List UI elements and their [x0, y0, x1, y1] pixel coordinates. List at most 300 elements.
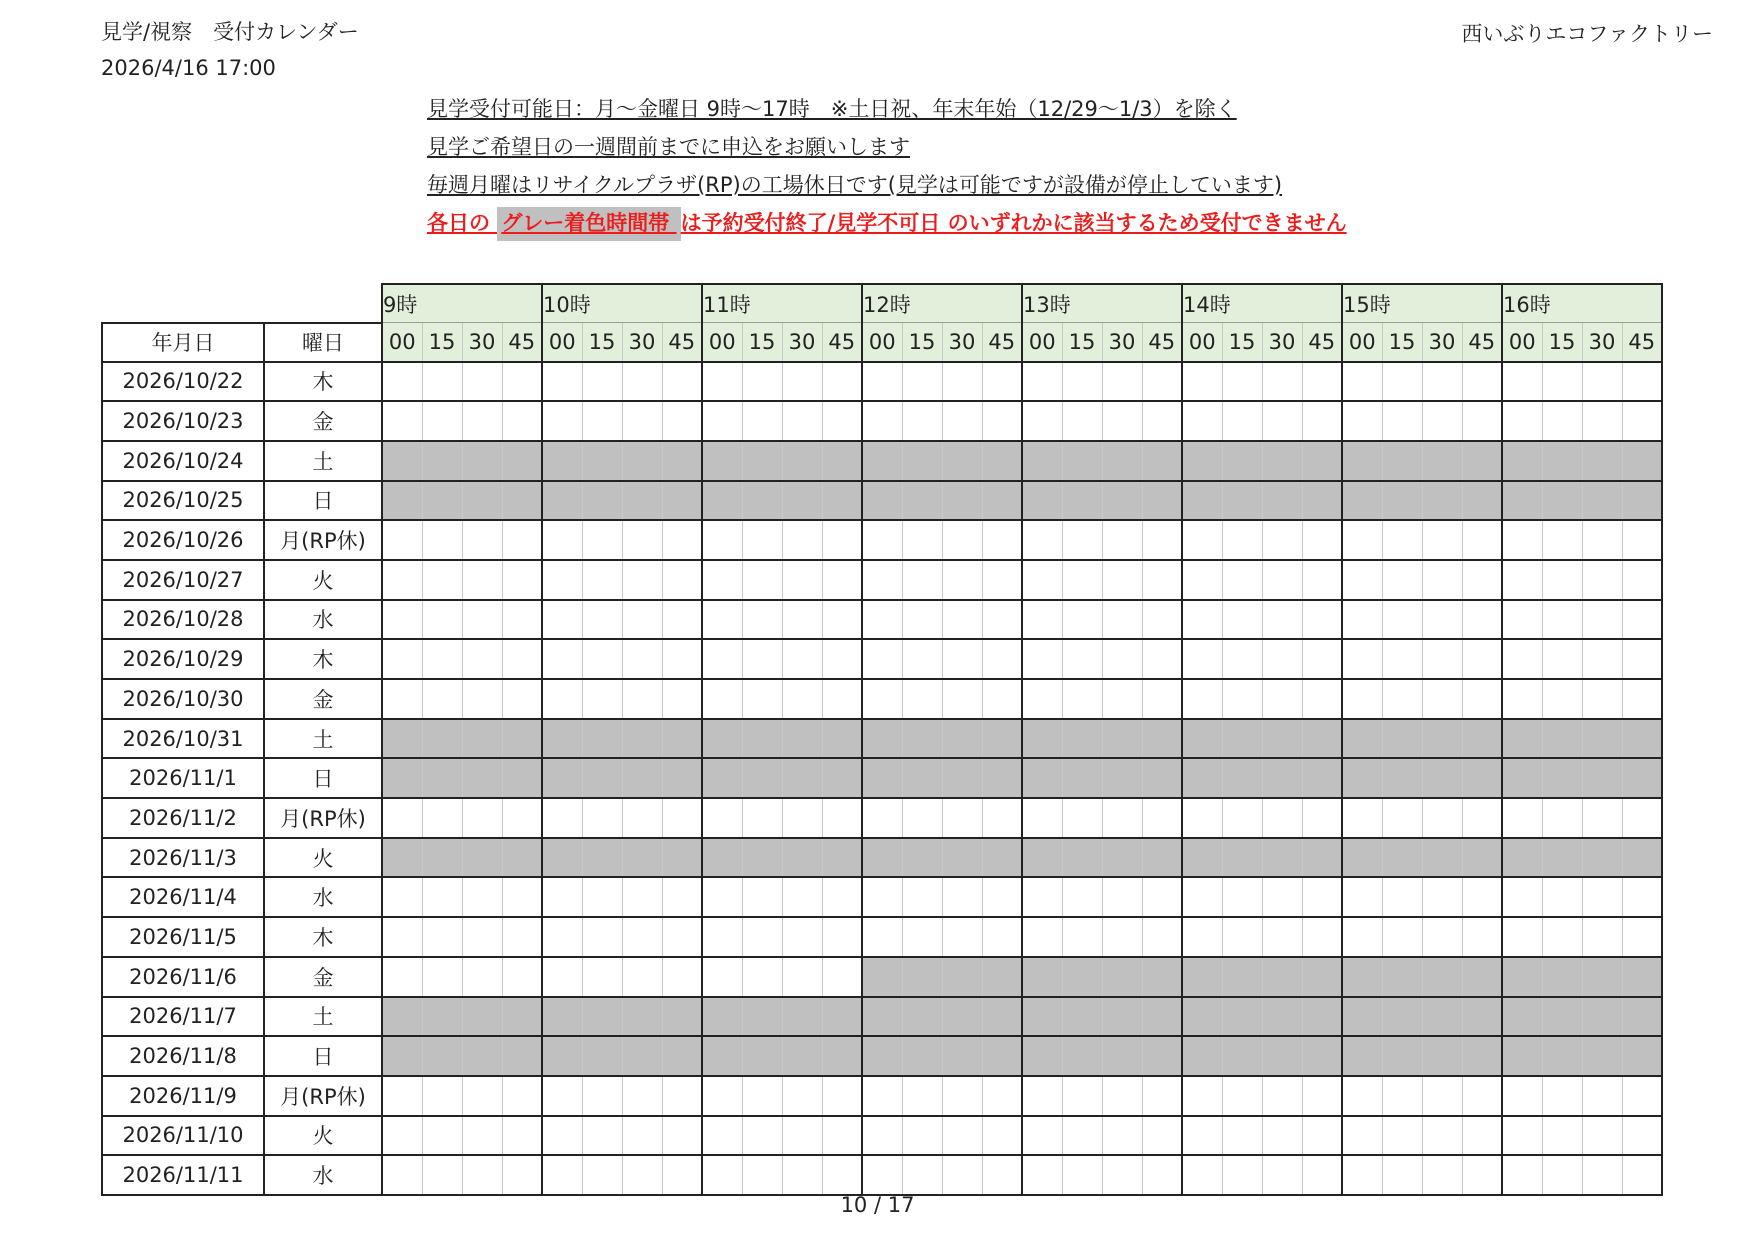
- time-slot-open[interactable]: [1542, 520, 1582, 560]
- time-slot-open[interactable]: [1022, 1116, 1062, 1156]
- time-slot-open[interactable]: [1022, 877, 1062, 917]
- time-slot-open[interactable]: [502, 798, 542, 838]
- time-slot-open[interactable]: [462, 600, 502, 640]
- time-slot-open[interactable]: [662, 560, 702, 600]
- time-slot-open[interactable]: [1542, 639, 1582, 679]
- time-slot-open[interactable]: [1102, 917, 1142, 957]
- time-slot-open[interactable]: [1622, 600, 1662, 640]
- time-slot-open[interactable]: [1342, 1076, 1382, 1116]
- time-slot-open[interactable]: [502, 1155, 542, 1195]
- time-slot-open[interactable]: [1182, 798, 1222, 838]
- time-slot-open[interactable]: [982, 600, 1022, 640]
- time-slot-open[interactable]: [1262, 1155, 1302, 1195]
- time-slot-open[interactable]: [1542, 560, 1582, 600]
- time-slot-open[interactable]: [1262, 401, 1302, 441]
- time-slot-open[interactable]: [502, 957, 542, 997]
- time-slot-open[interactable]: [902, 560, 942, 600]
- time-slot-open[interactable]: [422, 1155, 462, 1195]
- time-slot-open[interactable]: [942, 917, 982, 957]
- time-slot-open[interactable]: [542, 560, 582, 600]
- time-slot-open[interactable]: [1062, 917, 1102, 957]
- time-slot-open[interactable]: [982, 1116, 1022, 1156]
- time-slot-open[interactable]: [1502, 1155, 1542, 1195]
- time-slot-open[interactable]: [542, 639, 582, 679]
- time-slot-open[interactable]: [782, 877, 822, 917]
- time-slot-open[interactable]: [742, 520, 782, 560]
- time-slot-open[interactable]: [1542, 1116, 1582, 1156]
- time-slot-open[interactable]: [1302, 639, 1342, 679]
- time-slot-open[interactable]: [1622, 798, 1662, 838]
- time-slot-open[interactable]: [702, 679, 742, 719]
- time-slot-open[interactable]: [1102, 1076, 1142, 1116]
- time-slot-open[interactable]: [942, 1076, 982, 1116]
- time-slot-open[interactable]: [1142, 917, 1182, 957]
- time-slot-open[interactable]: [1142, 520, 1182, 560]
- time-slot-open[interactable]: [582, 600, 622, 640]
- time-slot-open[interactable]: [582, 560, 622, 600]
- time-slot-open[interactable]: [1342, 600, 1382, 640]
- time-slot-open[interactable]: [462, 679, 502, 719]
- time-slot-open[interactable]: [1222, 679, 1262, 719]
- time-slot-open[interactable]: [822, 1155, 862, 1195]
- time-slot-open[interactable]: [1502, 520, 1542, 560]
- time-slot-open[interactable]: [1302, 1155, 1342, 1195]
- time-slot-open[interactable]: [1542, 600, 1582, 640]
- time-slot-open[interactable]: [1622, 560, 1662, 600]
- time-slot-open[interactable]: [862, 798, 902, 838]
- time-slot-open[interactable]: [702, 1155, 742, 1195]
- time-slot-open[interactable]: [1022, 362, 1062, 402]
- time-slot-open[interactable]: [1302, 560, 1342, 600]
- time-slot-open[interactable]: [1222, 401, 1262, 441]
- time-slot-open[interactable]: [1222, 917, 1262, 957]
- time-slot-open[interactable]: [542, 798, 582, 838]
- time-slot-open[interactable]: [702, 798, 742, 838]
- time-slot-open[interactable]: [502, 1116, 542, 1156]
- time-slot-open[interactable]: [1622, 1076, 1662, 1116]
- time-slot-open[interactable]: [1302, 798, 1342, 838]
- time-slot-open[interactable]: [1422, 877, 1462, 917]
- time-slot-open[interactable]: [1462, 798, 1502, 838]
- time-slot-open[interactable]: [1382, 600, 1422, 640]
- time-slot-open[interactable]: [702, 560, 742, 600]
- time-slot-open[interactable]: [382, 560, 422, 600]
- time-slot-open[interactable]: [1582, 1076, 1622, 1116]
- time-slot-open[interactable]: [1302, 401, 1342, 441]
- time-slot-open[interactable]: [462, 362, 502, 402]
- time-slot-open[interactable]: [942, 401, 982, 441]
- time-slot-open[interactable]: [1062, 362, 1102, 402]
- time-slot-open[interactable]: [622, 877, 662, 917]
- time-slot-open[interactable]: [1222, 1155, 1262, 1195]
- time-slot-open[interactable]: [1382, 679, 1422, 719]
- time-slot-open[interactable]: [502, 639, 542, 679]
- time-slot-open[interactable]: [742, 362, 782, 402]
- time-slot-open[interactable]: [782, 1155, 822, 1195]
- time-slot-open[interactable]: [1542, 401, 1582, 441]
- time-slot-open[interactable]: [1062, 1116, 1102, 1156]
- time-slot-open[interactable]: [742, 957, 782, 997]
- time-slot-open[interactable]: [1302, 362, 1342, 402]
- time-slot-open[interactable]: [1262, 1116, 1302, 1156]
- time-slot-open[interactable]: [662, 401, 702, 441]
- time-slot-open[interactable]: [1342, 917, 1382, 957]
- time-slot-open[interactable]: [622, 639, 662, 679]
- time-slot-open[interactable]: [1102, 679, 1142, 719]
- time-slot-open[interactable]: [1582, 877, 1622, 917]
- time-slot-open[interactable]: [1342, 798, 1382, 838]
- time-slot-open[interactable]: [822, 1116, 862, 1156]
- time-slot-open[interactable]: [1182, 639, 1222, 679]
- time-slot-open[interactable]: [742, 600, 782, 640]
- time-slot-open[interactable]: [1302, 679, 1342, 719]
- time-slot-open[interactable]: [1062, 560, 1102, 600]
- time-slot-open[interactable]: [382, 679, 422, 719]
- time-slot-open[interactable]: [1502, 679, 1542, 719]
- time-slot-open[interactable]: [1302, 1116, 1342, 1156]
- time-slot-open[interactable]: [1222, 1116, 1262, 1156]
- time-slot-open[interactable]: [462, 520, 502, 560]
- time-slot-open[interactable]: [1342, 679, 1382, 719]
- time-slot-open[interactable]: [1582, 560, 1622, 600]
- time-slot-open[interactable]: [1182, 1076, 1222, 1116]
- time-slot-open[interactable]: [782, 1116, 822, 1156]
- time-slot-open[interactable]: [1582, 401, 1622, 441]
- time-slot-open[interactable]: [1622, 1116, 1662, 1156]
- time-slot-open[interactable]: [1182, 600, 1222, 640]
- time-slot-open[interactable]: [1462, 362, 1502, 402]
- time-slot-open[interactable]: [902, 679, 942, 719]
- time-slot-open[interactable]: [382, 600, 422, 640]
- time-slot-open[interactable]: [1142, 1076, 1182, 1116]
- time-slot-open[interactable]: [1142, 1116, 1182, 1156]
- time-slot-open[interactable]: [822, 917, 862, 957]
- time-slot-open[interactable]: [382, 362, 422, 402]
- time-slot-open[interactable]: [702, 917, 742, 957]
- time-slot-open[interactable]: [1302, 877, 1342, 917]
- time-slot-open[interactable]: [382, 401, 422, 441]
- time-slot-open[interactable]: [1182, 679, 1222, 719]
- time-slot-open[interactable]: [902, 362, 942, 402]
- time-slot-open[interactable]: [462, 957, 502, 997]
- time-slot-open[interactable]: [862, 639, 902, 679]
- time-slot-open[interactable]: [382, 1155, 422, 1195]
- time-slot-open[interactable]: [1062, 877, 1102, 917]
- time-slot-open[interactable]: [1062, 798, 1102, 838]
- time-slot-open[interactable]: [1422, 639, 1462, 679]
- time-slot-open[interactable]: [942, 560, 982, 600]
- time-slot-open[interactable]: [1102, 560, 1142, 600]
- time-slot-open[interactable]: [1422, 560, 1462, 600]
- time-slot-open[interactable]: [502, 600, 542, 640]
- time-slot-open[interactable]: [1582, 520, 1622, 560]
- time-slot-open[interactable]: [1022, 520, 1062, 560]
- time-slot-open[interactable]: [1382, 401, 1422, 441]
- time-slot-open[interactable]: [422, 798, 462, 838]
- time-slot-open[interactable]: [1262, 520, 1302, 560]
- time-slot-open[interactable]: [1182, 520, 1222, 560]
- time-slot-open[interactable]: [1222, 798, 1262, 838]
- time-slot-open[interactable]: [1342, 877, 1382, 917]
- time-slot-open[interactable]: [862, 679, 902, 719]
- time-slot-open[interactable]: [462, 1116, 502, 1156]
- time-slot-open[interactable]: [822, 639, 862, 679]
- time-slot-open[interactable]: [582, 1076, 622, 1116]
- time-slot-open[interactable]: [1582, 798, 1622, 838]
- time-slot-open[interactable]: [582, 1116, 622, 1156]
- time-slot-open[interactable]: [622, 600, 662, 640]
- time-slot-open[interactable]: [1262, 1076, 1302, 1116]
- time-slot-open[interactable]: [1022, 401, 1062, 441]
- time-slot-open[interactable]: [622, 798, 662, 838]
- time-slot-open[interactable]: [1622, 362, 1662, 402]
- time-slot-open[interactable]: [982, 798, 1022, 838]
- time-slot-open[interactable]: [1582, 1155, 1622, 1195]
- time-slot-open[interactable]: [1022, 679, 1062, 719]
- time-slot-open[interactable]: [382, 520, 422, 560]
- time-slot-open[interactable]: [1302, 520, 1342, 560]
- time-slot-open[interactable]: [1582, 917, 1622, 957]
- time-slot-open[interactable]: [902, 600, 942, 640]
- time-slot-open[interactable]: [1142, 798, 1182, 838]
- time-slot-open[interactable]: [582, 639, 622, 679]
- time-slot-open[interactable]: [1022, 600, 1062, 640]
- time-slot-open[interactable]: [1382, 877, 1422, 917]
- time-slot-open[interactable]: [982, 877, 1022, 917]
- time-slot-open[interactable]: [742, 877, 782, 917]
- time-slot-open[interactable]: [502, 1076, 542, 1116]
- time-slot-open[interactable]: [1462, 1116, 1502, 1156]
- time-slot-open[interactable]: [822, 520, 862, 560]
- time-slot-open[interactable]: [982, 401, 1022, 441]
- time-slot-open[interactable]: [1262, 679, 1302, 719]
- time-slot-open[interactable]: [862, 1116, 902, 1156]
- time-slot-open[interactable]: [502, 679, 542, 719]
- time-slot-open[interactable]: [422, 877, 462, 917]
- time-slot-open[interactable]: [702, 1076, 742, 1116]
- time-slot-open[interactable]: [662, 362, 702, 402]
- time-slot-open[interactable]: [1582, 639, 1622, 679]
- time-slot-open[interactable]: [902, 1116, 942, 1156]
- time-slot-open[interactable]: [742, 1076, 782, 1116]
- time-slot-open[interactable]: [462, 798, 502, 838]
- time-slot-open[interactable]: [582, 1155, 622, 1195]
- time-slot-open[interactable]: [862, 401, 902, 441]
- time-slot-open[interactable]: [902, 401, 942, 441]
- time-slot-open[interactable]: [782, 362, 822, 402]
- time-slot-open[interactable]: [502, 401, 542, 441]
- time-slot-open[interactable]: [622, 679, 662, 719]
- time-slot-open[interactable]: [1382, 520, 1422, 560]
- time-slot-open[interactable]: [1542, 798, 1582, 838]
- time-slot-open[interactable]: [542, 520, 582, 560]
- time-slot-open[interactable]: [702, 362, 742, 402]
- time-slot-open[interactable]: [1542, 1155, 1582, 1195]
- time-slot-open[interactable]: [1142, 679, 1182, 719]
- time-slot-open[interactable]: [1542, 1076, 1582, 1116]
- time-slot-open[interactable]: [1382, 1116, 1422, 1156]
- time-slot-open[interactable]: [1102, 1155, 1142, 1195]
- time-slot-open[interactable]: [1342, 401, 1382, 441]
- time-slot-open[interactable]: [782, 679, 822, 719]
- time-slot-open[interactable]: [542, 1155, 582, 1195]
- time-slot-open[interactable]: [782, 798, 822, 838]
- time-slot-open[interactable]: [902, 917, 942, 957]
- time-slot-open[interactable]: [1182, 877, 1222, 917]
- time-slot-open[interactable]: [1622, 877, 1662, 917]
- time-slot-open[interactable]: [382, 798, 422, 838]
- time-slot-open[interactable]: [1102, 362, 1142, 402]
- time-slot-open[interactable]: [822, 798, 862, 838]
- time-slot-open[interactable]: [862, 1155, 902, 1195]
- time-slot-open[interactable]: [1342, 560, 1382, 600]
- time-slot-open[interactable]: [1062, 1076, 1102, 1116]
- time-slot-open[interactable]: [862, 877, 902, 917]
- time-slot-open[interactable]: [742, 401, 782, 441]
- time-slot-open[interactable]: [1182, 401, 1222, 441]
- time-slot-open[interactable]: [702, 877, 742, 917]
- time-slot-open[interactable]: [1622, 1155, 1662, 1195]
- time-slot-open[interactable]: [662, 877, 702, 917]
- time-slot-open[interactable]: [1142, 877, 1182, 917]
- time-slot-open[interactable]: [1262, 917, 1302, 957]
- time-slot-open[interactable]: [1142, 362, 1182, 402]
- time-slot-open[interactable]: [1462, 560, 1502, 600]
- time-slot-open[interactable]: [1342, 1116, 1382, 1156]
- time-slot-open[interactable]: [582, 401, 622, 441]
- time-slot-open[interactable]: [782, 1076, 822, 1116]
- time-slot-open[interactable]: [1222, 520, 1262, 560]
- time-slot-open[interactable]: [542, 401, 582, 441]
- time-slot-open[interactable]: [1462, 877, 1502, 917]
- time-slot-open[interactable]: [382, 957, 422, 997]
- time-slot-open[interactable]: [1502, 401, 1542, 441]
- time-slot-open[interactable]: [542, 917, 582, 957]
- time-slot-open[interactable]: [1022, 560, 1062, 600]
- time-slot-open[interactable]: [1102, 600, 1142, 640]
- time-slot-open[interactable]: [942, 520, 982, 560]
- time-slot-open[interactable]: [942, 798, 982, 838]
- time-slot-open[interactable]: [1102, 639, 1142, 679]
- time-slot-open[interactable]: [622, 560, 662, 600]
- time-slot-open[interactable]: [782, 957, 822, 997]
- time-slot-open[interactable]: [1022, 1076, 1062, 1116]
- time-slot-open[interactable]: [1102, 1116, 1142, 1156]
- time-slot-open[interactable]: [1102, 401, 1142, 441]
- time-slot-open[interactable]: [1142, 401, 1182, 441]
- time-slot-open[interactable]: [1382, 917, 1422, 957]
- time-slot-open[interactable]: [782, 560, 822, 600]
- time-slot-open[interactable]: [462, 401, 502, 441]
- time-slot-open[interactable]: [1542, 877, 1582, 917]
- time-slot-open[interactable]: [822, 957, 862, 997]
- time-slot-open[interactable]: [1102, 798, 1142, 838]
- time-slot-open[interactable]: [942, 639, 982, 679]
- time-slot-open[interactable]: [622, 520, 662, 560]
- time-slot-open[interactable]: [622, 401, 662, 441]
- time-slot-open[interactable]: [1262, 877, 1302, 917]
- time-slot-open[interactable]: [1422, 917, 1462, 957]
- time-slot-open[interactable]: [1182, 917, 1222, 957]
- time-slot-open[interactable]: [1262, 362, 1302, 402]
- time-slot-open[interactable]: [622, 1155, 662, 1195]
- time-slot-open[interactable]: [1022, 917, 1062, 957]
- time-slot-open[interactable]: [742, 679, 782, 719]
- time-slot-open[interactable]: [942, 362, 982, 402]
- time-slot-open[interactable]: [422, 679, 462, 719]
- time-slot-open[interactable]: [1062, 401, 1102, 441]
- time-slot-open[interactable]: [982, 639, 1022, 679]
- time-slot-open[interactable]: [622, 362, 662, 402]
- time-slot-open[interactable]: [1422, 362, 1462, 402]
- time-slot-open[interactable]: [422, 639, 462, 679]
- time-slot-open[interactable]: [1622, 520, 1662, 560]
- time-slot-open[interactable]: [1502, 917, 1542, 957]
- time-slot-open[interactable]: [782, 401, 822, 441]
- time-slot-open[interactable]: [702, 639, 742, 679]
- time-slot-open[interactable]: [1342, 639, 1382, 679]
- time-slot-open[interactable]: [582, 917, 622, 957]
- time-slot-open[interactable]: [782, 917, 822, 957]
- time-slot-open[interactable]: [1182, 1116, 1222, 1156]
- time-slot-open[interactable]: [1462, 1155, 1502, 1195]
- time-slot-open[interactable]: [1102, 877, 1142, 917]
- time-slot-open[interactable]: [1382, 560, 1422, 600]
- time-slot-open[interactable]: [782, 639, 822, 679]
- time-slot-open[interactable]: [462, 877, 502, 917]
- time-slot-open[interactable]: [1022, 798, 1062, 838]
- time-slot-open[interactable]: [1422, 798, 1462, 838]
- time-slot-open[interactable]: [1582, 600, 1622, 640]
- time-slot-open[interactable]: [462, 560, 502, 600]
- time-slot-open[interactable]: [982, 560, 1022, 600]
- time-slot-open[interactable]: [822, 362, 862, 402]
- time-slot-open[interactable]: [1262, 639, 1302, 679]
- time-slot-open[interactable]: [982, 1155, 1022, 1195]
- time-slot-open[interactable]: [1582, 679, 1622, 719]
- time-slot-open[interactable]: [1022, 639, 1062, 679]
- time-slot-open[interactable]: [942, 1155, 982, 1195]
- time-slot-open[interactable]: [1302, 917, 1342, 957]
- time-slot-open[interactable]: [982, 362, 1022, 402]
- time-slot-open[interactable]: [1542, 917, 1582, 957]
- time-slot-open[interactable]: [1062, 679, 1102, 719]
- time-slot-open[interactable]: [662, 639, 702, 679]
- time-slot-open[interactable]: [742, 639, 782, 679]
- time-slot-open[interactable]: [1222, 877, 1262, 917]
- time-slot-open[interactable]: [902, 798, 942, 838]
- time-slot-open[interactable]: [582, 957, 622, 997]
- time-slot-open[interactable]: [982, 679, 1022, 719]
- time-slot-open[interactable]: [462, 1076, 502, 1116]
- time-slot-open[interactable]: [902, 639, 942, 679]
- time-slot-open[interactable]: [1262, 560, 1302, 600]
- time-slot-open[interactable]: [1422, 401, 1462, 441]
- time-slot-open[interactable]: [862, 600, 902, 640]
- time-slot-open[interactable]: [1222, 560, 1262, 600]
- time-slot-open[interactable]: [1222, 362, 1262, 402]
- time-slot-open[interactable]: [622, 917, 662, 957]
- time-slot-open[interactable]: [662, 798, 702, 838]
- time-slot-open[interactable]: [1622, 639, 1662, 679]
- time-slot-open[interactable]: [1422, 520, 1462, 560]
- time-slot-open[interactable]: [902, 520, 942, 560]
- time-slot-open[interactable]: [382, 639, 422, 679]
- time-slot-open[interactable]: [742, 1116, 782, 1156]
- time-slot-open[interactable]: [622, 1116, 662, 1156]
- time-slot-open[interactable]: [1462, 679, 1502, 719]
- time-slot-open[interactable]: [1142, 600, 1182, 640]
